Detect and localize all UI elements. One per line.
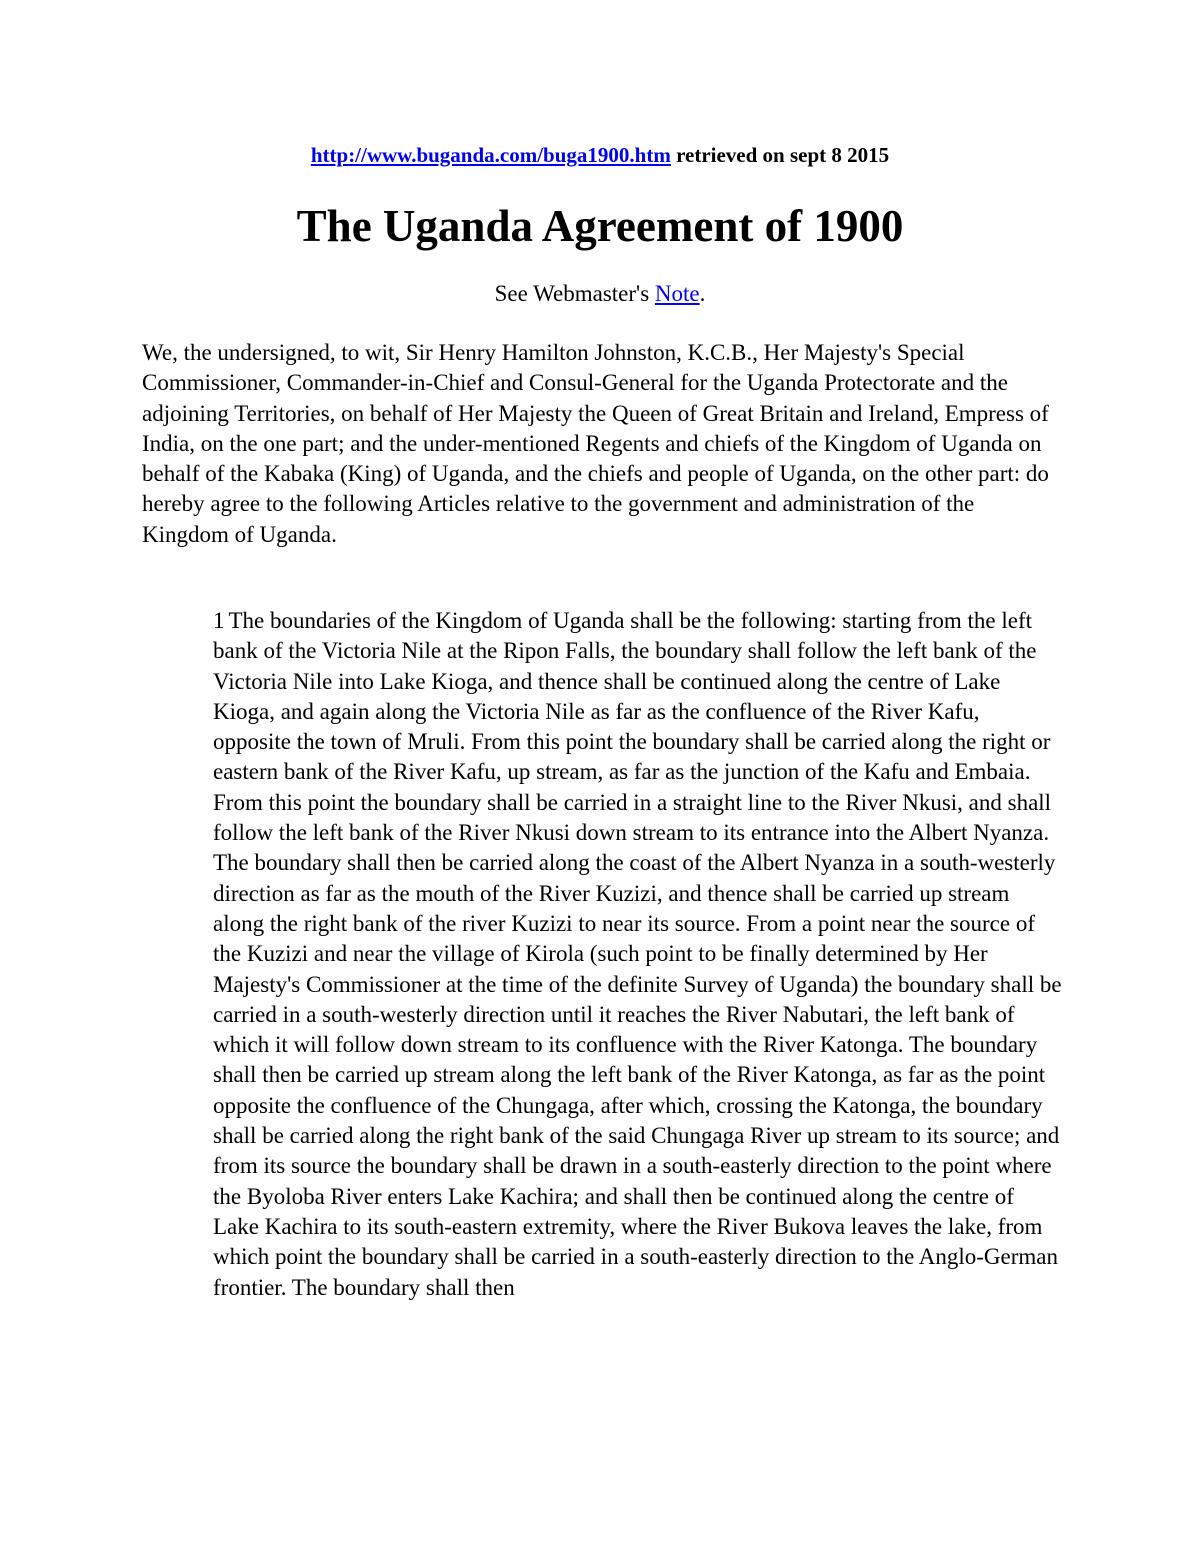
source-url-link[interactable]: http://www.buganda.com/buga1900.htm bbox=[310, 143, 671, 167]
intro-paragraph: We, the undersigned, to wit, Sir Henry Hamilton Johnston, K.C.B., Her Majesty's Special Commissioner, Commander-in-Chief and Consul-General for the Uganda Protectorate and the adjoining Territories, on behalf of Her Majesty the Queen of Great Britain and Ireland, Empress of India, on the one part; and the under-mentioned Regents and chiefs of the Kingdom of Uganda on behalf of the Kabaka (King) of Uganda, and the chiefs and people of Uganda, on the other part: do hereby agree to the following Articles relative to the government and administration of the Kingdom of Uganda. bbox=[142, 340, 1049, 547]
note-link[interactable]: Note bbox=[654, 281, 700, 306]
article-number: 1 bbox=[213, 608, 225, 633]
note-prefix-text: See Webmaster's bbox=[494, 281, 655, 306]
source-line bbox=[0, 142, 1200, 168]
webmaster-note-line bbox=[0, 280, 1200, 308]
article-1 bbox=[213, 606, 1063, 1303]
note-suffix-text: . bbox=[699, 281, 706, 306]
retrieved-date-text: retrieved on sept 8 2015 bbox=[676, 143, 890, 167]
article-text: The boundaries of the Kingdom of Uganda shall be the following: starting from the left bank of the Victoria Nile at the Ripon Falls, the boundary shall follow the left bank of the Victoria Nile into Lake Kioga, and thence shall be continued along the centre of Lake Kioga, and again along the Victoria Nile as far as the confluence of the River Kafu, opposite the town of Mruli. From this point the boundary shall be carried along the right or eastern bank of the River Kafu, up stream, as far as the junction of the Kafu and Embaia. From this point the boundary shall be carried in a straight line to the River Nkusi, and shall follow the left bank of the River Nkusi down stream to its entrance into the Albert Nyanza. The boundary shall then be carried along the coast of the Albert Nyanza in a south-westerly direction as far as the mouth of the River Kuzizi, and thence shall be carried up stream along the right bank of the river Kuzizi to near its source. From a point near the source of the Kuzizi and near the village of Kirola (such point to be finally determined by Her Majesty's Commissioner at the time of the definite Survey of Uganda) the boundary shall be carried in a south-westerly direction until it reaches the River Nabutari, the left bank of which it will follow down stream to its confluence with the River Katonga. The boundary shall then be carried up stream along the left bank of the River Katonga, as far as the point opposite the confluence of the Chungaga, after which, crossing the Katonga, the boundary shall be carried along the right bank of the said Chungaga River up stream to its source; and from its source the boundary shall be drawn in a south-easterly direction to the point where the Byoloba River enters Lake Kachira; and shall then be continued along the centre of Lake Kachira to its south-eastern extremity, where the River Bukova leaves the lake, from which point the boundary shall be carried in a south-easterly direction to the Anglo-German frontier. The boundary shall then bbox=[213, 608, 1062, 1300]
page-title: The Uganda Agreement of 1900 bbox=[296, 201, 904, 251]
